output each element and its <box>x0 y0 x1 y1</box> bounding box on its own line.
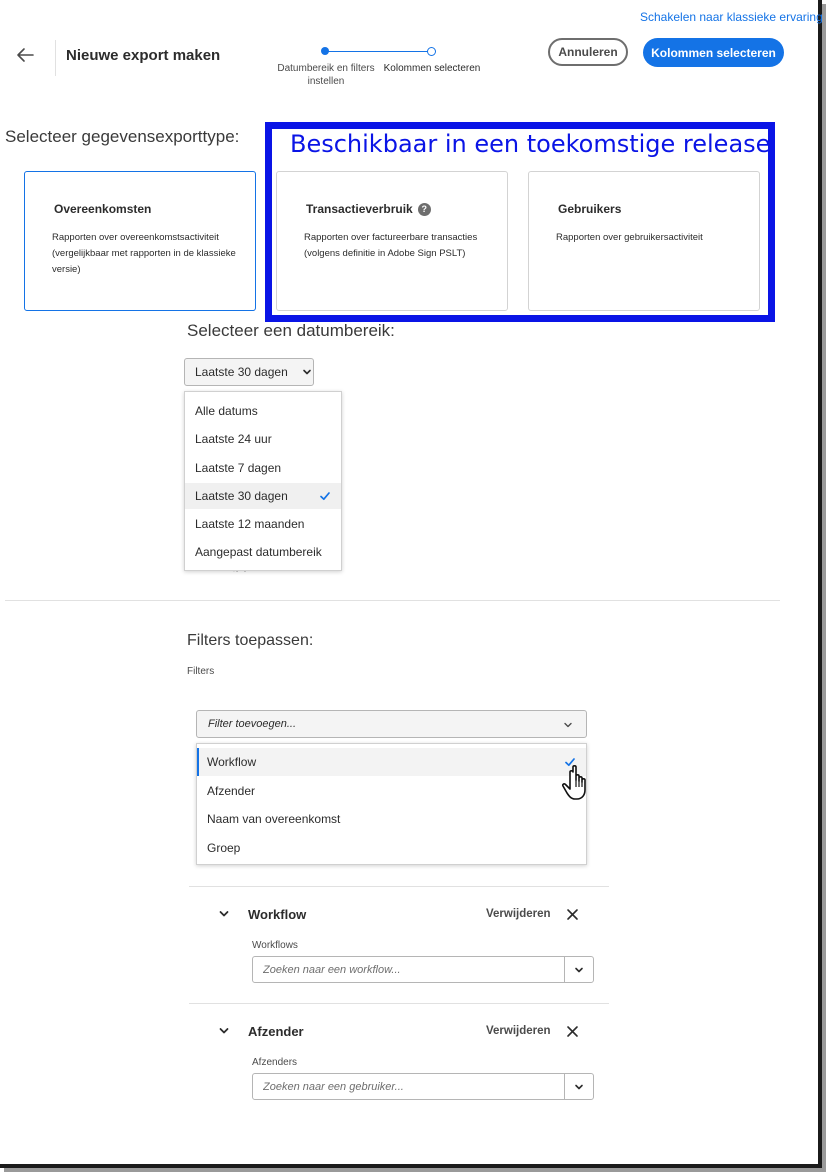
chevron-down-icon <box>574 965 584 975</box>
filter-section-title-workflow: Workflow <box>248 907 307 922</box>
page-title: Nieuwe export maken <box>66 47 221 64</box>
hand-pointer-cursor-icon <box>560 763 596 803</box>
date-range-heading: Selecteer een datumbereik: <box>187 321 395 340</box>
filter-section-title-sender: Afzender <box>248 1024 304 1039</box>
filter-option-selected[interactable]: Workflow <box>197 748 586 776</box>
export-type-heading: Selecteer gegevensexporttype: <box>5 127 240 146</box>
add-filter-placeholder: Filter toevoegen... <box>208 718 297 730</box>
filter-section-divider <box>189 886 609 887</box>
close-icon[interactable] <box>566 908 579 921</box>
date-option[interactable]: Laatste 7 dagen <box>195 461 282 475</box>
date-range-select[interactable] <box>184 358 314 386</box>
card-description: Rapporten over overeenkomstsactiviteit (vergelijkbaar met rapporten in de klassieke versie) <box>52 232 236 275</box>
workflow-search-combobox <box>252 956 594 983</box>
date-option[interactable]: Laatste 24 uur <box>195 432 272 446</box>
card-description: Rapporten over gebruikersactiviteit <box>556 232 703 243</box>
chevron-down-icon[interactable] <box>218 1025 230 1037</box>
step-label-select-columns: Kolommen selecteren <box>383 63 481 74</box>
add-filter-select[interactable] <box>196 710 587 738</box>
card-title: Overeenkomsten <box>54 202 152 216</box>
header-divider <box>55 40 56 76</box>
section-divider <box>5 600 780 601</box>
filter-option[interactable]: Groep <box>207 841 241 855</box>
workflows-field-label: Workflows <box>252 940 298 951</box>
card-title: Gebruikers <box>558 202 622 216</box>
chevron-down-icon <box>574 1082 584 1092</box>
chevron-down-icon[interactable] <box>218 908 230 920</box>
filter-option[interactable]: Naam van overeenkomst <box>207 812 341 826</box>
filters-heading: Filters toepassen: <box>187 632 314 649</box>
back-arrow-icon[interactable] <box>14 44 36 66</box>
workflow-search-input[interactable] <box>253 957 567 982</box>
step-label-date-filters: Datumbereik en filters instellen <box>277 63 375 87</box>
filters-label: Filters <box>187 666 215 677</box>
sender-dropdown-button[interactable] <box>564 1074 593 1099</box>
close-icon[interactable] <box>566 1025 579 1038</box>
export-card-agreements[interactable] <box>24 171 256 311</box>
classic-experience-link[interactable]: Schakelen naar klassieke ervaring <box>640 10 823 24</box>
filter-option[interactable]: Afzender <box>207 784 256 798</box>
future-release-banner: Beschikbaar in een toekomstige release <box>290 130 771 158</box>
date-option[interactable]: Laatste 12 maanden <box>195 517 305 531</box>
remove-sender-filter-button[interactable]: Verwijderen <box>486 1025 551 1037</box>
chevron-down-icon <box>302 367 312 377</box>
remove-workflow-filter-button[interactable]: Verwijderen <box>486 908 551 920</box>
help-circle-icon[interactable]: ? <box>418 203 431 216</box>
sender-search-input[interactable] <box>253 1074 567 1099</box>
card-title: Transactieverbruik ? <box>306 202 431 216</box>
stepper-line <box>325 51 429 52</box>
filter-options-menu <box>196 743 587 865</box>
sender-search-combobox <box>252 1073 594 1100</box>
senders-field-label: Afzenders <box>252 1057 298 1068</box>
date-option[interactable]: Alle datums <box>195 404 258 418</box>
filter-section-divider <box>189 1003 609 1004</box>
date-option-selected[interactable]: Laatste 30 dagen <box>185 483 341 509</box>
card-description: Rapporten over factureerbare transacties (volgens definitie in Adobe Sign PSLT) <box>304 232 478 259</box>
workflow-dropdown-button[interactable] <box>564 957 593 982</box>
date-option[interactable]: Aangepast datumbereik <box>195 545 322 559</box>
cancel-button[interactable]: Annuleren <box>548 38 628 66</box>
date-range-menu <box>184 391 342 571</box>
checkmark-icon <box>319 490 331 502</box>
step-current-dot <box>321 47 329 55</box>
chevron-down-icon <box>563 720 573 730</box>
select-columns-button[interactable]: Kolommen selecteren <box>643 38 784 67</box>
step-upcoming-dot <box>427 47 436 56</box>
date-range-value: Laatste 30 dagen <box>195 365 288 379</box>
